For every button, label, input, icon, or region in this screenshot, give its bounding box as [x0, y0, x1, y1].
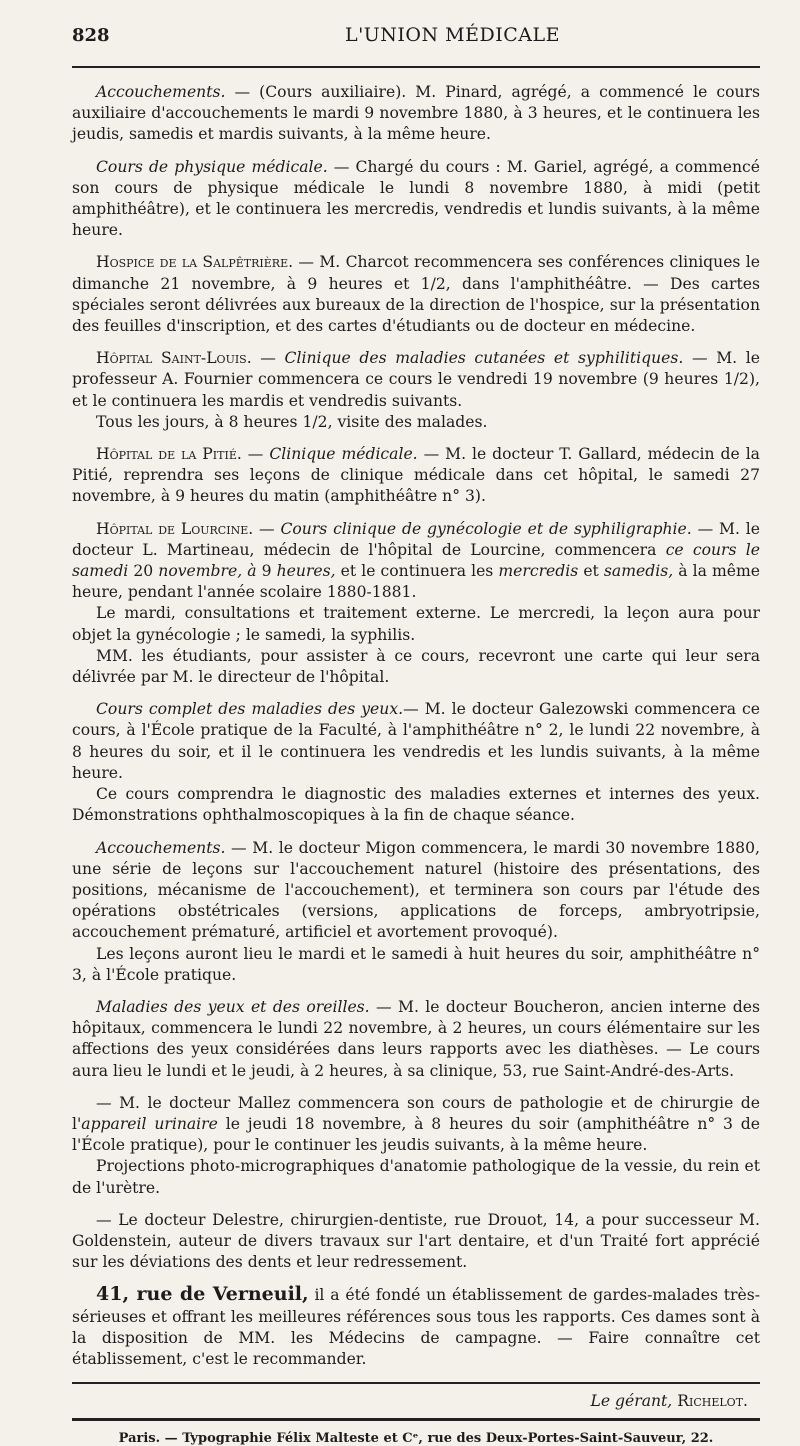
notice-text: — Chargé du cours : M. Gariel, agrégé, a commencé son cours de physique médicale le lundi 8 novembre 1880, à midi (petit amphithéâtre), et le continuera les mercredis, vendredis et lundis suivants, à la même heure. [72, 157, 760, 240]
notice-mallez [72, 1093, 760, 1199]
notice-italic: samedis, [603, 562, 674, 581]
notice-lourcine [72, 519, 760, 689]
signature-label: Le gérant, [590, 1392, 673, 1411]
notice-title: Clinique médicale. [269, 445, 418, 464]
notice-heading: Hôpital Saint-Louis. [96, 349, 252, 368]
notice-text: — M. Charcot recommencera ses conférences cliniques le dimanche 21 novembre, à 9 heures et 1/2, dans l'amphithéâtre. — Des cartes spéciales seront délivrées aux bureaux de la direction de l'hospice, sur la présentation des feuilles d'inscription, et des cartes d'étudiants ou de docteur en médecine. [72, 253, 760, 336]
printer-imprint: Paris. — Typographie Félix Malteste et Cᵉ, rue des Deux-Portes-Saint-Sauveur, 22. [118, 1431, 714, 1446]
notice-heading: Hôpital de Lourcine. [96, 519, 254, 538]
notice-italic: mercredis [498, 562, 579, 581]
signature-name: Richelot. [677, 1392, 748, 1411]
notice-physique-medicale [72, 157, 760, 242]
notice-text: — M. le docteur Boucheron, ancien interne des hôpitaux, commencera le lundi 22 novembre, à 2 heures, un cours élémentaire sur les affections des yeux considérées dans leurs rapports avec les diathèses. — Le cours aura lieu le lundi et le jeudi, à 2 heures, à sa clinique, 53, rue Saint-André-des-Arts. [72, 997, 760, 1080]
footer-rule-bottom [72, 1418, 760, 1421]
notice-heading: Maladies des yeux et des oreilles. [96, 997, 370, 1016]
notice-text: — M. le docteur L. Martineau, médecin de l'hôpital de Lourcine, commencera [72, 519, 760, 559]
notice-heading: Hospice de la Salpêtrière. [96, 253, 294, 272]
notice-delestre [72, 1210, 760, 1274]
notice-text: — M. le docteur Galezowski commencera ce cours, à l'École pratique de la Faculté, à l'amphithéâtre n° 2, le lundi 22 novembre, à 8 heures du soir, et il le continuera les vendredis et les lundis suivants, à la même heure. [72, 700, 760, 782]
notice-salpetriere [72, 252, 760, 337]
notice-text: à la même heure, pendant l'année scolaire 1880-1881. [72, 562, 760, 602]
notice-italic: heures, [276, 562, 336, 581]
notice-italic: ce cours le samedi [72, 540, 760, 581]
notice-text: le jeudi 18 novembre, à 8 heures du soir (amphithéâtre n° 3 de l'École pratique), pour le continuer les jeudis suivants, à la même heure. [72, 1114, 760, 1155]
footer-rule-top [72, 1382, 760, 1384]
notice-text: il a été fondé un établissement de gardes-malades très-sérieuses et offrant les meilleures références sous tous les rapports. Ces dames sont à la disposition de MM. les Médecins de campagne. — Faire connaître cet établissement, c'est le recommander. [72, 1286, 760, 1368]
notice-line: Les leçons auront lieu le mardi et le samedi à huit heures du soir, amphithéâtre n° 3, à l'École pratique. [72, 944, 760, 984]
notice-title: Cours clinique de gynécologie et de syphiligraphie. [280, 519, 692, 538]
notice-text: et [578, 562, 604, 581]
page-number: 828 [72, 25, 110, 46]
notice-saint-louis [72, 348, 760, 433]
notice-italic: novembre, à [158, 562, 257, 581]
header-rule [72, 66, 760, 68]
notice-verneuil [72, 1284, 760, 1370]
notice-text: 20 [128, 562, 159, 581]
notice-text: — Le docteur Delestre, chirurgien-dentiste, rue Drouot, 14, a pour successeur M. Goldenstein, auteur de divers travaux sur l'art dentaire, et d'un Traité fort apprécié sur les déviations des dents et leur redressement. [72, 1210, 760, 1272]
notice-text: — M. le docteur T. Gallard, médecin de la Pitié, reprendra ses leçons de clinique médicale dans cet hôpital, le samedi 27 novembre, à 9 heures du matin (amphithéâtre n° 3). [72, 445, 760, 506]
signature [72, 1392, 760, 1410]
notice-accouchements-pinard [72, 82, 760, 146]
notice-heading: Accouchements. [96, 838, 226, 857]
notice-heading: Hôpital de la Pitié. [96, 445, 242, 464]
notice-line: Ce cours comprendra le diagnostic des maladies externes et internes des yeux. Démonstrations ophthalmoscopiques à la fin de chaque séance. [72, 785, 760, 825]
notice-line: MM. les étudiants, pour assister à ce cours, recevront une carte qui leur sera délivrée par M. le directeur de l'hôpital. [72, 646, 760, 687]
notice-heading: Accouchements. [96, 83, 226, 101]
notice-line: Tous les jours, à 8 heures 1/2, visite des malades. [96, 412, 488, 431]
notice-text: et le continuera les [335, 562, 499, 581]
notice-line: Projections photo-micrographiques d'anatomie pathologique de la vessie, du rein et de l'urètre. [72, 1157, 760, 1197]
dash: — [253, 519, 281, 538]
notice-maladies-yeux [72, 699, 760, 826]
notice-accouchements-migon [72, 838, 760, 986]
notice-text: — M. le docteur Migon commencera, le mardi 30 novembre 1880, une série de leçons sur l'accouchement naturel (histoire des présentations, des positions, mécanisme de l'accouchement), et terminera son cours par l'étude des opérations obstétricales (versions, applications de forceps, ambryotripsie, accouchement prématuré, artificiel et avortement provoqué). [72, 838, 760, 942]
notice-text: — M. le docteur Mallez commencera son cours de pathologie et de chirurgie de l' [72, 1093, 760, 1133]
notice-yeux-oreilles [72, 997, 760, 1082]
notice-heading: Cours de physique médicale. [96, 157, 328, 176]
notice-title: Clinique des maladies cutanées et syphilitiques. [284, 349, 684, 368]
dash: — [251, 349, 285, 368]
notice-heading: 41, rue de Verneuil, [96, 1283, 309, 1306]
notice-text: — (Cours auxiliaire). M. Pinard, agrégé, a commencé le cours auxiliaire d'accouchements le mardi 9 novembre 1880, à 3 heures, et le continuera les jeudis, samedis et mardis suivants, à la même heure. [72, 83, 760, 144]
notice-heading: Cours complet des maladies des yeux. [96, 700, 404, 719]
notice-italic: appareil urinaire [81, 1114, 218, 1133]
notice-text: 9 [256, 562, 277, 581]
journal-title: L'UNION MÉDICALE [344, 24, 560, 46]
notice-line: Le mardi, consultations et traitement externe. Le mercredi, la leçon aura pour objet la gynécologie ; le samedi, la syphilis. [72, 604, 760, 644]
notice-pitie [72, 444, 760, 508]
page-header [72, 24, 760, 60]
dash: — [241, 445, 270, 464]
notice-text: — M. le professeur A. Fournier commencera ce cours le vendredi 19 novembre (9 heures 1/2), et le continuera les mardis et vendredis suivants. [72, 349, 760, 410]
